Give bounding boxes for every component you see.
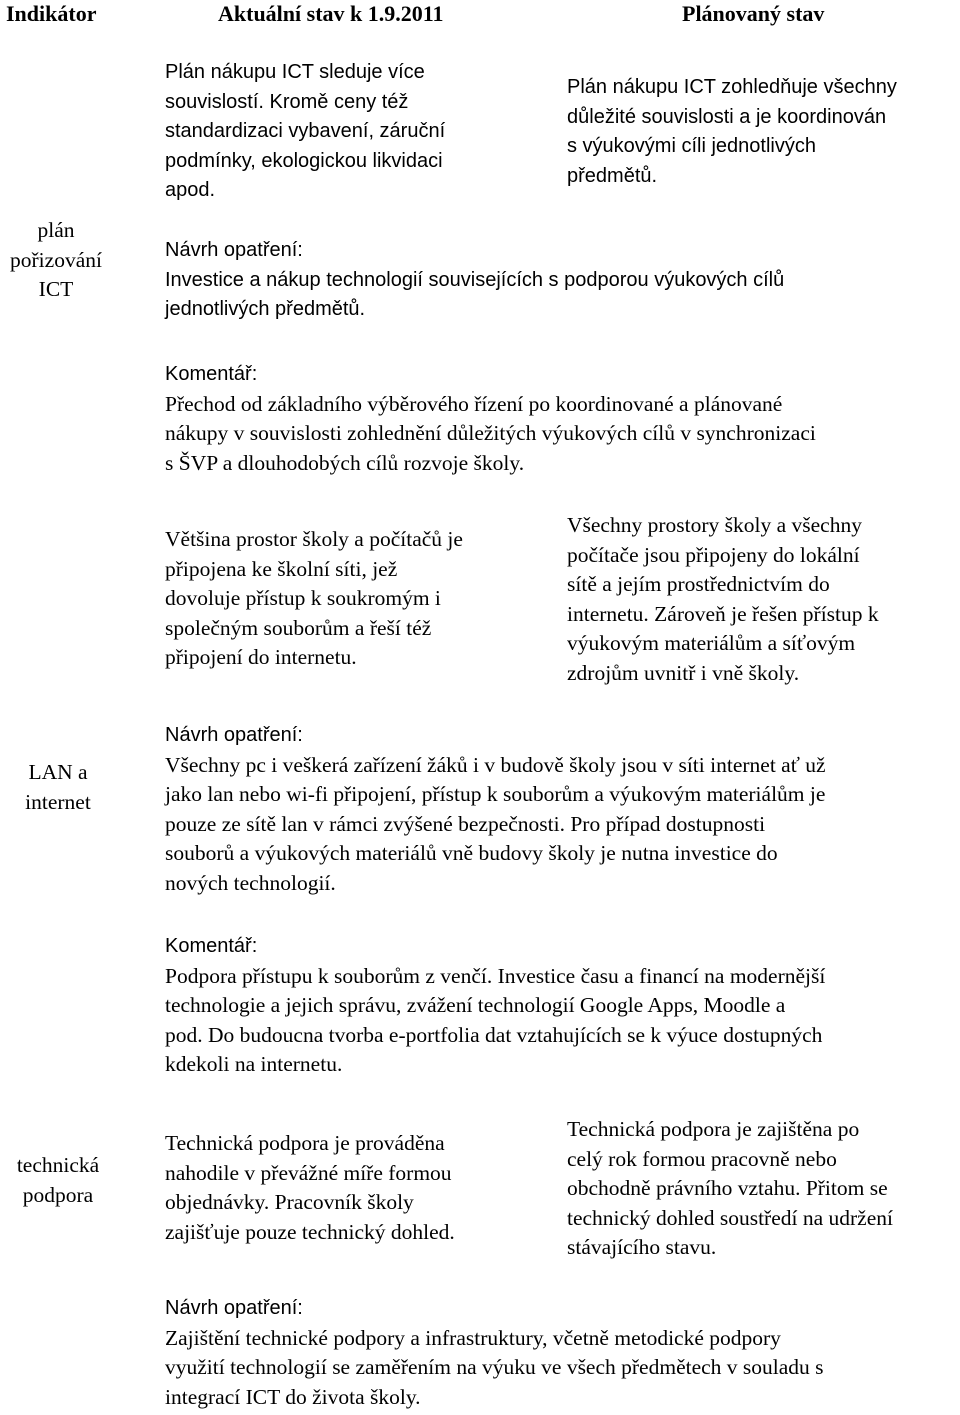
comment-block: Komentář: Přechod od základního výběrového řízení po koordinované a plánované nákupy v souvislosti zohlednění důležitých výukových cílů v synchronizaci s ŠVP a dlouhodobých cílů rozvoje školy. — [165, 360, 816, 478]
comment-label: Komentář: — [165, 935, 258, 957]
indicator-lan-a-internet: LAN a internet — [25, 760, 91, 814]
planned-state-text: Technická podpora je zajištěna po celý rok formou pracovně nebo obchodně právního vztahu. Přitom se technický dohled soustředí na udržení stávajícího stavu. — [567, 1117, 893, 1259]
header-indicator: Indikátor — [6, 1, 97, 26]
indicator-plan-porizovani-ict: plán pořizování ICT — [10, 218, 102, 301]
proposal-label: Návrh opatření: — [165, 239, 303, 261]
current-state-text: Většina prostor školy a počítačů je připojena ke školní síti, jež dovoluje přístup k soukromým i společným souborům a řeší též připojení do internetu. — [165, 527, 463, 669]
proposal-block: Návrh opatření: Všechny pc i veškerá zařízení žáků i v budově školy jsou v síti internet ať už jako lan nebo wi-fi připojení, přístup k souborům a výukovým materiálům je pouze ze sítě lan v rámci zvýšené bezpečnosti. Pro případ dostupnosti souborů a výukových materiálů vně budovy školy je nutna investice do nových technologií. — [165, 721, 826, 898]
proposal-label: Návrh opatření: — [165, 1297, 303, 1319]
current-state-text: Plán nákupu ICT sleduje více souvislostí. Kromě ceny též standardizaci vybavení, záruční podmínky, ekologickou likvidaci apod. — [165, 61, 446, 201]
current-state-text: Technická podpora je prováděna nahodile v převážné míře formou objednávky. Pracovník školy zajišťuje pouze technický dohled. — [165, 1131, 455, 1244]
proposal-block: Návrh opatření: Investice a nákup technologií souvisejících s podporou výukových cílů jednotlivých předmětů. — [165, 236, 784, 325]
comment-block: Komentář: Podpora přístupu k souborům z venčí. Investice času a financí na modernější technologie a jejich správu, zvážení technologií Google Apps, Moodle a pod. Do budoucna tvorba e-portfolia dat vztahujících se k výuce dostupných kdekoli na internetu. — [165, 932, 825, 1080]
indicator-technicka-podpora: technická podpora — [16, 1153, 100, 1207]
proposal-label: Návrh opatření: — [165, 724, 303, 746]
planned-state-text: Všechny prostory školy a všechny počítače jsou připojeny do lokální sítě a jejím prostřednictvím do internetu. Zároveň je řešen přístup k výukovým materiálům a síťovým zdrojům uvnitř i vně školy. — [567, 513, 879, 685]
proposal-block: Návrh opatření: Zajištění technické podpory a infrastruktury, včetně metodické podpory využití technologií se zaměřením na výuku ve všech předmětech v souladu s integrací ICT do života školy. — [165, 1294, 824, 1412]
header-planned-state: Plánovaný stav — [682, 1, 825, 26]
comment-label: Komentář: — [165, 363, 258, 385]
planned-state-text: Plán nákupu ICT zohledňuje všechny důležité souvislosti a je koordinován s výukovými cíli jednotlivých předmětů. — [567, 76, 897, 187]
header-current-state: Aktuální stav k 1.9.2011 — [218, 1, 444, 26]
